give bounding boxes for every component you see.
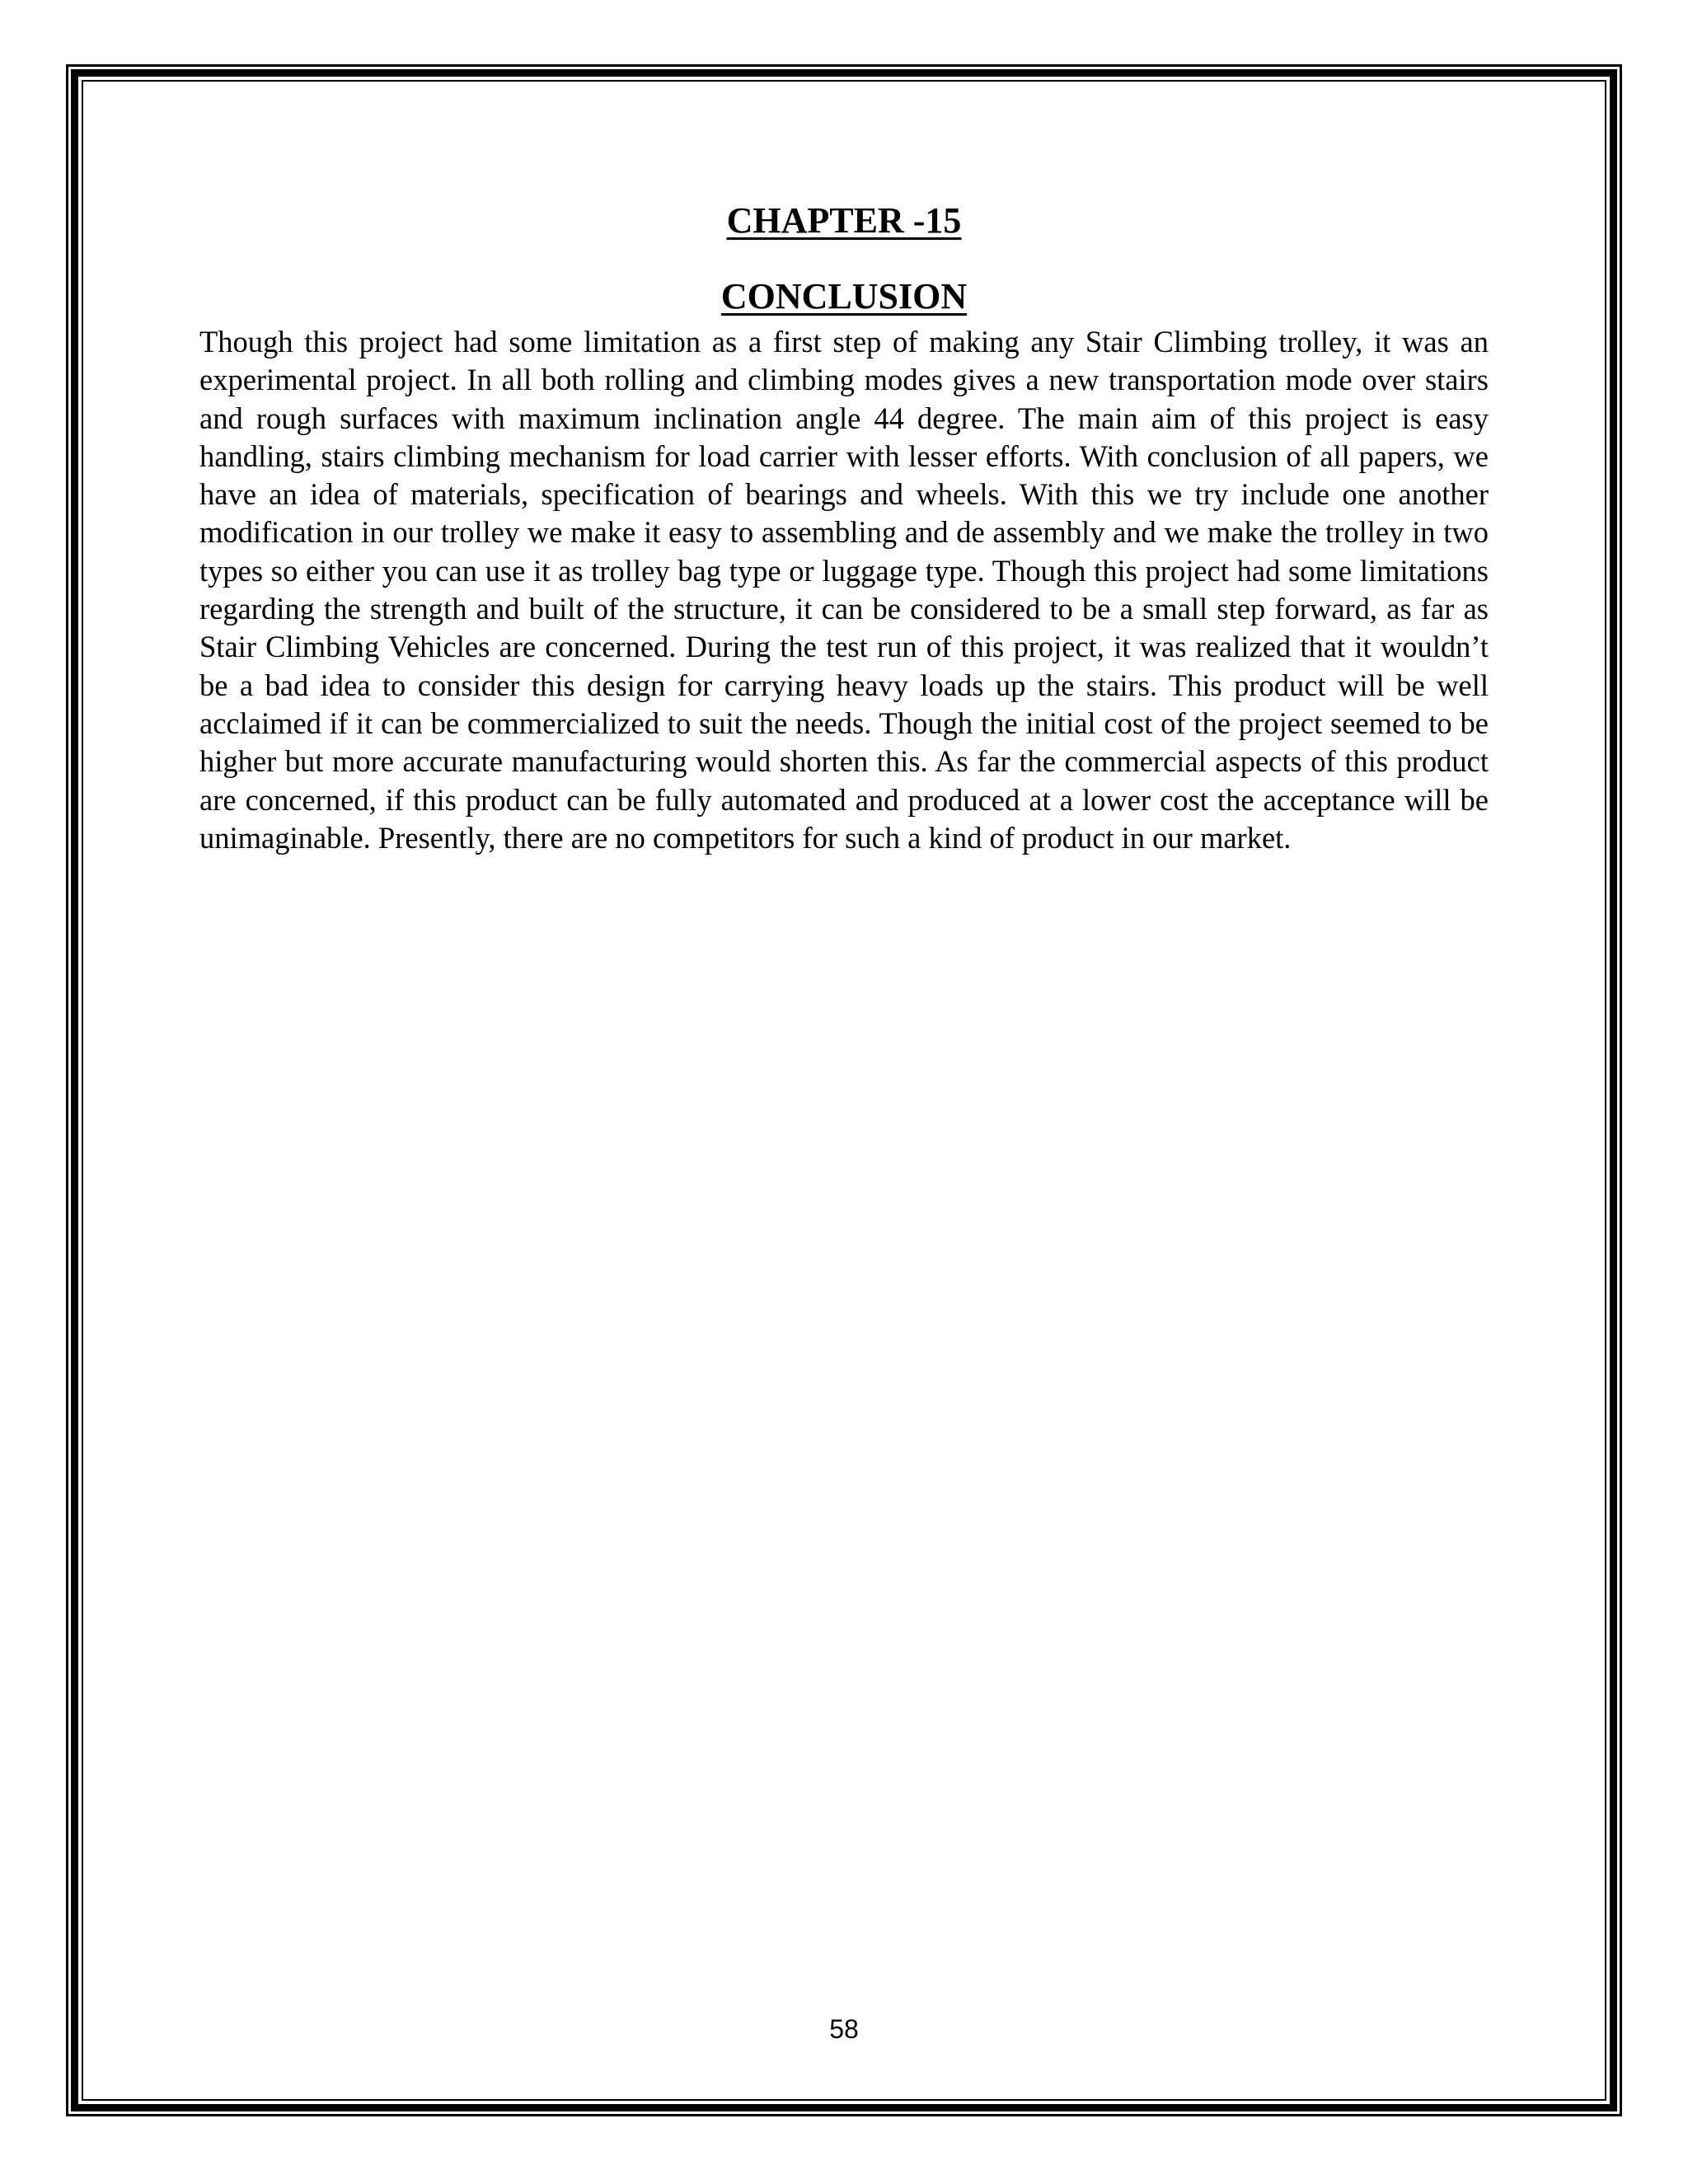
chapter-heading-text: CHAPTER -15 — [726, 200, 962, 241]
chapter-heading — [0, 196, 1688, 246]
section-heading-text: CONCLUSION — [720, 276, 968, 316]
section-heading — [0, 272, 1688, 321]
page-number: 58 — [829, 2014, 859, 2044]
body-paragraph: Though this project had some limitation as a first step of making any Stair Climbing trolley, it was an experimental project. In all both rolling and climbing modes gives a new transportation mode over stairs and rough surfaces with maximum inclination angle 44 degree. The main aim of this project is easy handling, stairs climbing mechanism for load carrier with lesser efforts. With conclusion of all papers, we have an idea of materials, specification of bearings and wheels. With this we try include one another modification in our trolley we make it easy to assembling and de assembly and we make the trolley in two types so either you can use it as trolley bag type or luggage type. Though this project had some limitations regarding the strength and built of the structure, it can be considered to be a small step forward, as far as Stair Climbing Vehicles are concerned. During the test run of this project, it was realized that it wouldn’t be a bad idea to consider this design for carrying heavy loads up the stairs. This product will be well acclaimed if it can be commercialized to suit the needs. Though the initial cost of the project seemed to be higher but more accurate manufacturing would shorten this. As far the commercial aspects of this product are concerned, if this product can be fully automated and produced at a lower cost the acceptance will be unimaginable. Presently, there are no competitors for such a kind of product in our market. — [199, 325, 1489, 855]
